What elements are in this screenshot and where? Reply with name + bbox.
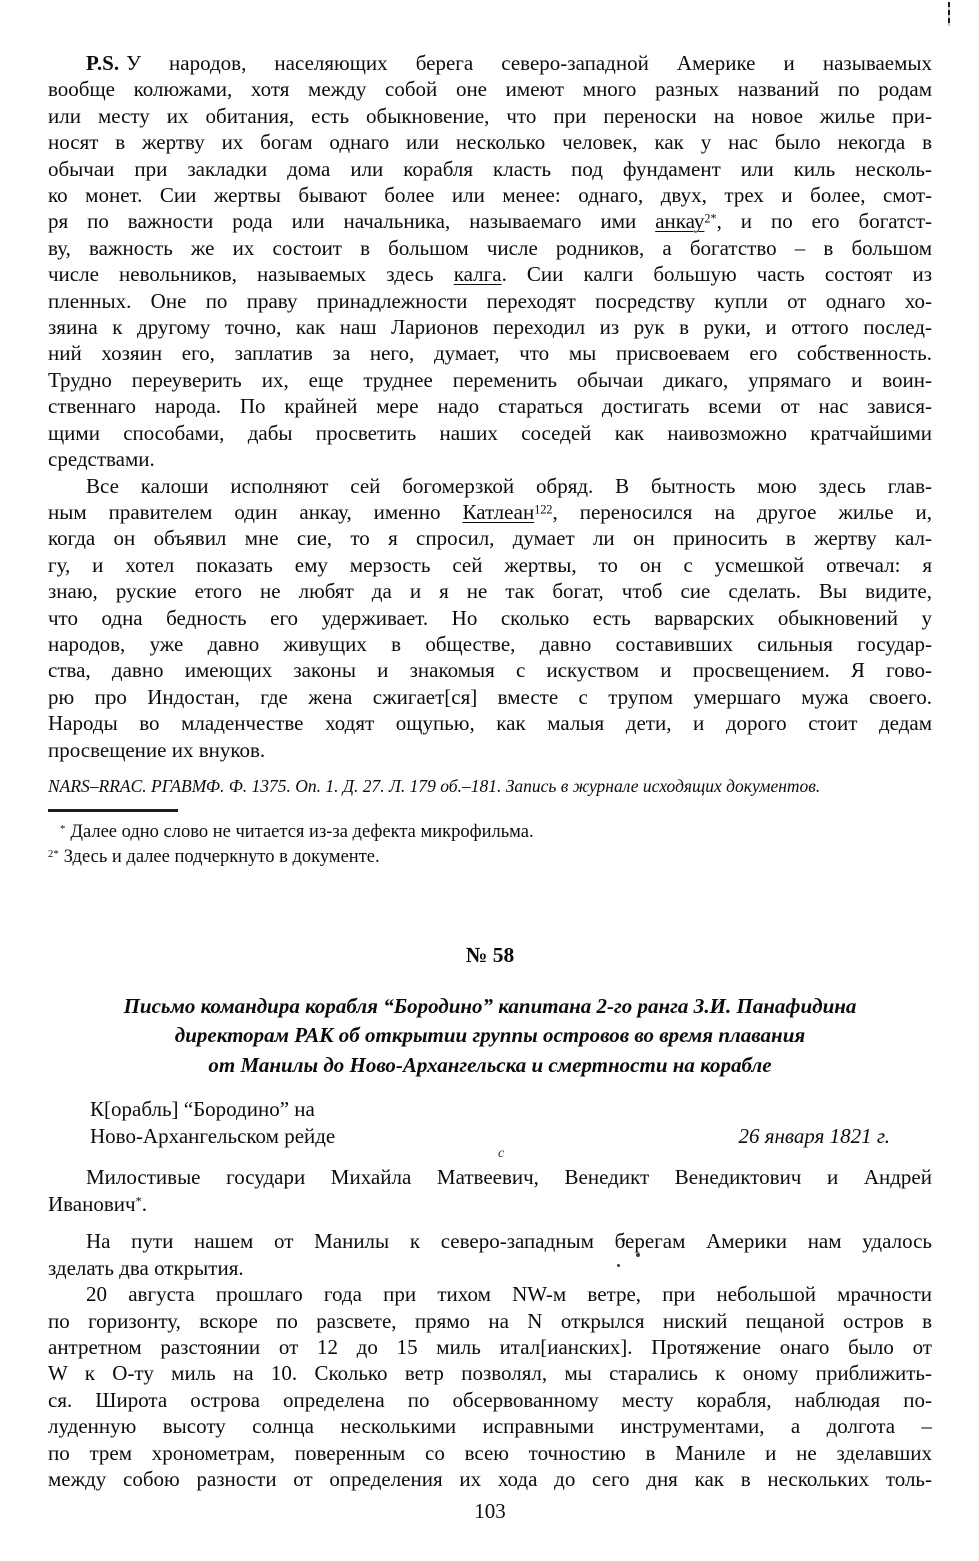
text-line: пленных. Оне по праву принадлежности переходят посредству купли от однаго хо- (48, 288, 932, 313)
footnotes-block (48, 820, 932, 870)
letter-paragraph (48, 1281, 932, 1492)
text-line: по горизонту, вскоре по разсвете, прямо на N открылся ниский пещаной остров в (48, 1308, 932, 1333)
underlined-term-katlean: Катлеан (462, 499, 535, 524)
footnote-marker: * (60, 823, 66, 836)
scan-edge-artifact (948, 2, 950, 26)
text-line: ву, важность же их состоит в большом числе родников, а богатство – в большом (48, 235, 932, 260)
document-title-line: директорам РАК об открытии группы островов во время плавания (174, 1023, 806, 1048)
dateline-place (90, 1096, 335, 1150)
page-content (48, 50, 932, 1524)
text-line: ко монет. Сии жертвы бывают более или менее: однаго, двух, трех и более, смот- (48, 183, 932, 208)
dateline-place-line: К[орабль] “Бородино” на (90, 1097, 315, 1122)
text-line (48, 1191, 932, 1217)
scan-speck-artifact: c (498, 1146, 505, 1161)
text-line: средствами. (48, 447, 155, 472)
text-line: когда он объявил мне сие, то я спросил, думает ли он приносить в жертву кал- (48, 526, 932, 551)
line-text: У народов, населяющих берега северо-западной Америке и называемых (126, 51, 932, 75)
footnote (48, 845, 932, 870)
footnote-reference: * (135, 1194, 142, 1209)
footnote (48, 820, 932, 845)
dateline (90, 1096, 890, 1150)
line-text: , переносился на другое жилье и, (552, 499, 932, 524)
text-line: вообще колюжами, хотя между собой оне имеют много разных названий по родам (48, 77, 932, 102)
line-text: Милостивые государи Михайла Матвеевич, Венедикт Венедиктович и Андрей (86, 1165, 932, 1190)
line-text: ным правителем один анкау, именно (48, 499, 463, 524)
line-text: . (141, 1191, 147, 1216)
text-line: народов, уже давно живущих в обществе, давно составивших сильныя государ- (48, 631, 932, 656)
archival-reference: NARS–RRAC. РГАВМФ. Ф. 1375. Оп. 1. Д. 27. Л. 179 об.–181. Запись в журнале исходящих документов. (48, 775, 821, 796)
body-paragraph (48, 473, 932, 763)
text-line: луденную высоту солнца несколькими исправными инструментами, а долгота – (48, 1414, 932, 1439)
dateline-place-line: Ново-Архангельском рейде (90, 1124, 336, 1149)
text-line (48, 1228, 932, 1254)
endnote-reference: 122 (534, 502, 553, 517)
text-line (48, 261, 932, 287)
page-number: 103 (474, 1499, 506, 1524)
text-line (48, 499, 932, 525)
dateline-date: 26 января 1821 г. (738, 1124, 890, 1149)
footnote-marker: 2* (48, 848, 59, 861)
document-title (48, 992, 932, 1081)
text-line: W к O-ту миль на 10. Сколько ветр позволял, мы старались к оному приближить- (48, 1361, 932, 1386)
text-line: знаю, руские етого не любят да и я не так богат, чтоб сие сделать. Вы видите, (48, 579, 932, 604)
footnote-text: Здесь и далее подчеркнуто в документе. (63, 846, 380, 867)
line-text: числе невольников, называемых здесь (48, 262, 454, 287)
line-text: Все калоши исполняют сей богомерзкой обряд. В бытность мою здесь глав- (86, 473, 932, 498)
text-line (48, 50, 932, 76)
text-line: ства, давно имеющих законы и знакомыя с искуством и просвещением. Я гово- (48, 658, 932, 683)
text-line: Трудно переуверить их, еще труднее переменить обычаи дикаго, упрямаго и воин- (48, 367, 932, 392)
salutation (48, 1164, 932, 1217)
footnote-separator-rule (48, 809, 178, 812)
line-text: Иванович (48, 1191, 136, 1216)
text-line: по трем хронометрам, поверенным со всею точностию в Маниле и не зделавших (48, 1440, 932, 1465)
document-title-line: от Манилы до Ново-Архангельска и смертности на корабле (208, 1052, 772, 1077)
text-line: просвещение их внуков. (48, 737, 266, 762)
letter-paragraph (48, 1228, 932, 1281)
text-line: или месту их обитания, есть обыкновение, что при переноски на новое жилье при- (48, 103, 932, 128)
text-line: ся. Широта острова определена по обсервованному месту корабля, наблюдая по- (48, 1387, 932, 1412)
text-line: что одна бедность его удерживает. Но сколько есть варварских обыкновений у (48, 605, 932, 630)
text-line: зяина к другому точно, как наш Ларионов переходил из рук в руки, и оттого послед- (48, 315, 932, 340)
text-line (48, 473, 932, 499)
ps-label: P.S. (86, 51, 120, 75)
underlined-term-kalga: калга (453, 262, 502, 287)
text-line: Народы во младенчестве ходят ощупью, как малыя дети, и дорого стоит дедам (48, 711, 932, 736)
text-line: щими способами, дабы просветить наших соседей как наивозможно кратчайшими (48, 420, 932, 445)
text-line: ственнаго народа. По крайней мере надо стараться достигать всеми от нас завися- (48, 394, 932, 419)
footnote-reference: 2* (704, 211, 717, 226)
footnote-text: Далее одно слово не читается из-за дефекта микрофильма. (70, 821, 534, 842)
text-line: между собою разности от определения их хода до сего дня как в нескольких толь- (48, 1466, 932, 1491)
line-text: На пути нашем от Манилы к северо-западным берегам Америки нам удалось (86, 1229, 932, 1254)
text-line: носят в жертву их богам однаго или несколько человек, как у нас было некогда в (48, 130, 932, 155)
document-title-line: Письмо командира корабля “Бородино” капитана 2-го ранга З.И. Панафидина (123, 993, 857, 1018)
text-line: гу, и хотел показать ему мерзость сей жертвы, то он с усмешкой отвечал: я (48, 552, 932, 577)
text-line: антретном разстоянии от 12 до 15 миль итал[ианских]. Протяжение онаго было от (48, 1334, 932, 1359)
text-line: зделать два открытия. (48, 1255, 244, 1280)
underlined-term-ankau: анкау (655, 209, 705, 234)
text-line: рю про Индостан, где жена сжигает[ся] вместе с трупом умершаго мужа своего. (48, 684, 932, 709)
text-line (48, 208, 932, 234)
postscript-paragraph (48, 50, 932, 473)
text-line: ний хозяин его, заплатив за него, думает, что мы присвоеваем его собственность. (48, 341, 932, 366)
line-text: 20 августа прошлаго года при тихом NW-м ветре, при небольшой мрачности (86, 1282, 932, 1307)
text-line (48, 1281, 932, 1307)
line-text: , и по его богатст- (716, 209, 933, 234)
line-text: . Сии калги большую часть состоят из (501, 262, 932, 287)
document-number: № 58 (465, 942, 515, 967)
line-text: ря по важности рода или начальника, называемаго ими (48, 209, 656, 234)
text-line (48, 1164, 932, 1190)
text-line: обычаи при закладки дома или корабля класть под фундамент или киль несколь- (48, 156, 932, 181)
